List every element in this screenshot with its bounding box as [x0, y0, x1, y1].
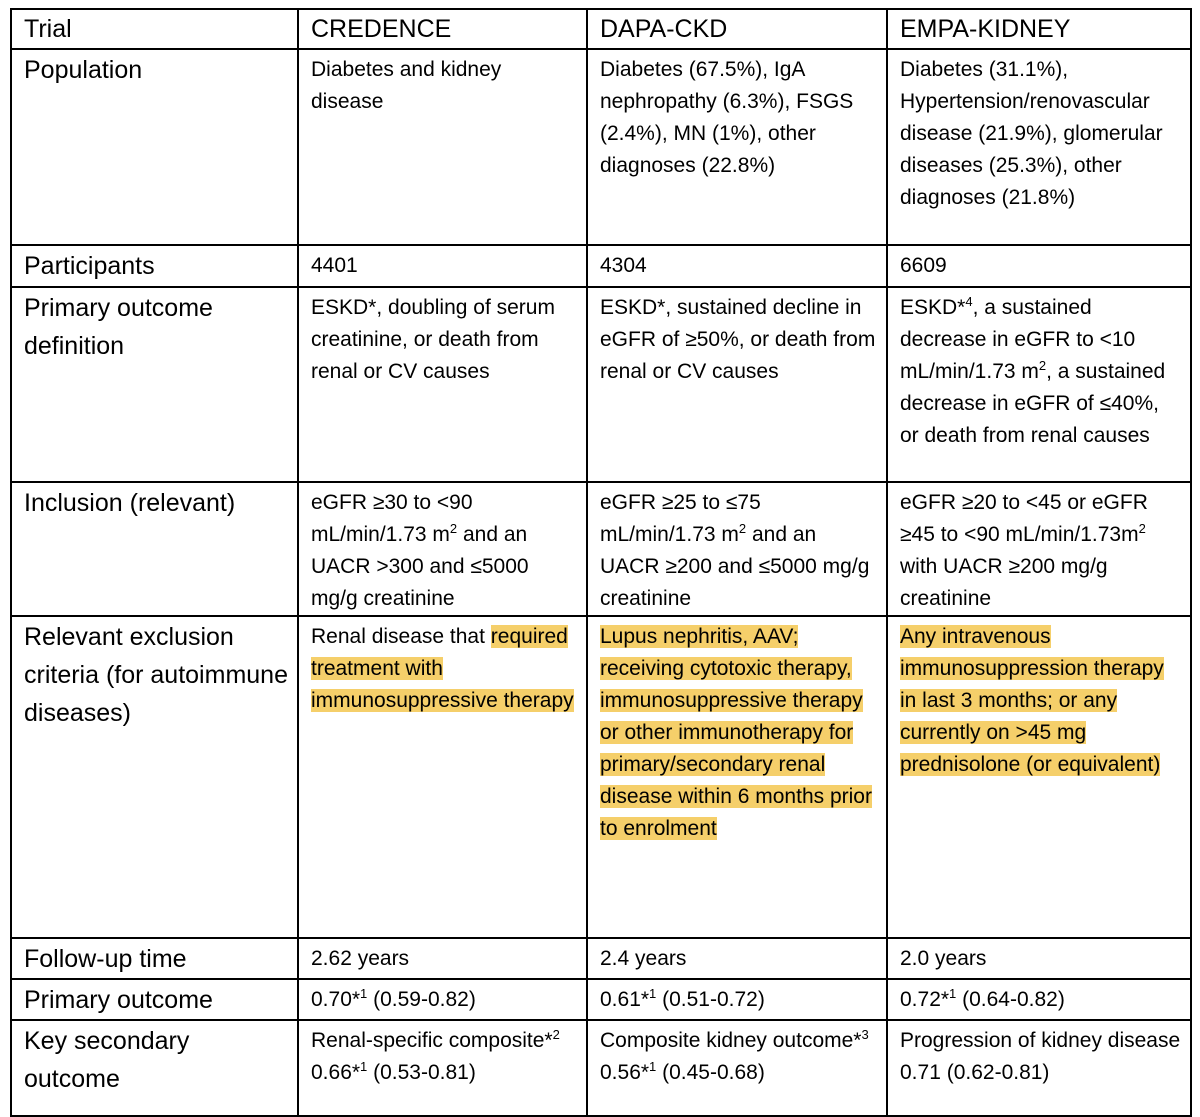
row-label-secondary: Key secondary outcome — [11, 1020, 298, 1116]
text-fragment: with UACR ≥200 mg/g creatinine — [900, 555, 1108, 610]
superscript: 1 — [949, 986, 957, 1001]
text-fragment: 0.66* — [311, 1061, 361, 1084]
row-label-followup: Follow-up time — [11, 938, 298, 979]
text-fragment: eGFR ≥25 to ≤75 mL/min/1.73 m — [600, 491, 761, 546]
cell-dapa-secondary — [587, 1020, 887, 1116]
text-fragment: (0.64-0.82) — [956, 988, 1065, 1011]
text-fragment: eGFR ≥20 to <45 or eGFR ≥45 to <90 mL/min/1.73m — [900, 491, 1148, 546]
text-fragment: 0.61* — [600, 988, 650, 1011]
text-fragment: 0.56* — [600, 1061, 650, 1084]
text-fragment: 0.72* — [900, 988, 950, 1011]
table-row-population — [11, 49, 1191, 245]
cell-empa-exclusion — [887, 616, 1191, 938]
text-fragment: (0.51-0.72) — [656, 988, 765, 1011]
table-row-primary-definition — [11, 287, 1191, 482]
cell-credence-followup: 2.62 years — [298, 938, 587, 979]
text-fragment: Composite kidney outcome* — [600, 1029, 862, 1052]
table-row-exclusion — [11, 616, 1191, 938]
cell-dapa-followup: 2.4 years — [587, 938, 887, 979]
superscript: 4 — [965, 294, 973, 309]
cell-credence-secondary — [298, 1020, 587, 1116]
text-fragment: eGFR ≥30 to <90 mL/min/1.73 m — [311, 491, 473, 546]
cell-empa-followup: 2.0 years — [887, 938, 1191, 979]
superscript: 2 — [738, 521, 747, 536]
text-fragment: ESKD* — [900, 296, 966, 319]
table-row-followup — [11, 938, 1191, 979]
text-fragment: (0.45-0.68) — [656, 1061, 765, 1084]
header-trial-label: Trial — [11, 9, 298, 49]
text-fragment: (0.59-0.82) — [367, 988, 476, 1011]
table-row-participants — [11, 245, 1191, 287]
row-label-primary-outcome: Primary outcome — [11, 979, 298, 1020]
cell-dapa-population: Diabetes (67.5%), IgA nephropathy (6.3%), FSGS (2.4%), MN (1%), other diagnoses (22.8%) — [587, 49, 887, 245]
superscript: 2 — [1038, 358, 1047, 373]
cell-credence-population: Diabetes and kidney disease — [298, 49, 587, 245]
table-row-inclusion — [11, 482, 1191, 616]
superscript: 2 — [552, 1027, 560, 1042]
row-label-primary-definition: Primary outcome definition — [11, 287, 298, 482]
cell-credence-exclusion — [298, 616, 587, 938]
cell-empa-participants: 6609 — [887, 245, 1191, 287]
table-header-row — [11, 9, 1191, 49]
highlighted-text: Any intravenous immunosuppression therapy in last 3 months; or any currently on >45 mg prednisolone (or equivalent) — [900, 625, 1164, 776]
cell-empa-primary-outcome — [887, 979, 1191, 1020]
row-label-participants: Participants — [11, 245, 298, 287]
cell-dapa-primary-definition: ESKD*, sustained decline in eGFR of ≥50%, or death from renal or CV causes — [587, 287, 887, 482]
table-row-primary-outcome — [11, 979, 1191, 1020]
superscript: 1 — [649, 1059, 657, 1074]
text-fragment: 0.70* — [311, 988, 361, 1011]
cell-empa-secondary: Progression of kidney disease 0.71 (0.62-0.81) — [887, 1020, 1191, 1116]
text-fragment: (0.53-0.81) — [367, 1061, 476, 1084]
cell-credence-inclusion — [298, 482, 587, 616]
cell-dapa-participants: 4304 — [587, 245, 887, 287]
header-credence: CREDENCE — [298, 9, 587, 49]
cell-empa-primary-definition — [887, 287, 1191, 482]
cell-empa-inclusion — [887, 482, 1191, 616]
text-fragment: and an UACR >300 and ≤5000 mg/g creatinine — [311, 523, 529, 610]
text-fragment: and an UACR ≥200 and ≤5000 mg/g creatinine — [600, 523, 870, 610]
superscript: 2 — [449, 521, 458, 536]
header-dapa-ckd: DAPA-CKD — [587, 9, 887, 49]
trial-comparison-table — [10, 8, 1192, 1117]
cell-empa-population: Diabetes (31.1%), Hypertension/renovascular disease (21.9%), glomerular diseases (25.3%), other diagnoses (21.8%) — [887, 49, 1191, 245]
cell-dapa-exclusion — [587, 616, 887, 938]
row-label-population: Population — [11, 49, 298, 245]
table-row-secondary — [11, 1020, 1191, 1116]
highlighted-text: required treatment with immunosuppressive therapy — [311, 625, 574, 712]
superscript: 3 — [861, 1027, 869, 1042]
cell-credence-participants: 4401 — [298, 245, 587, 287]
row-label-exclusion: Relevant exclusion criteria (for autoimmune diseases) — [11, 616, 298, 938]
text-fragment: , a sustained decrease in eGFR to <10 mL/min/1.73 m — [900, 296, 1136, 383]
highlighted-text: Lupus nephritis, AAV; receiving cytotoxic therapy, immunosuppressive therapy or other immunotherapy for primary/secondary renal disease within 6 months prior to enrolment — [600, 625, 872, 840]
cell-dapa-inclusion — [587, 482, 887, 616]
text-fragment: , a sustained decrease in eGFR of ≤40%, or death from renal causes — [900, 360, 1166, 447]
cell-credence-primary-outcome — [298, 979, 587, 1020]
superscript: 1 — [360, 1059, 368, 1074]
cell-credence-primary-definition: ESKD*, doubling of serum creatinine, or death from renal or CV causes — [298, 287, 587, 482]
row-label-inclusion: Inclusion (relevant) — [11, 482, 298, 616]
superscript: 2 — [1138, 521, 1146, 536]
superscript: 1 — [649, 986, 657, 1001]
header-empa-kidney: EMPA-KIDNEY — [887, 9, 1191, 49]
text-fragment: Renal disease that — [311, 625, 491, 648]
text-fragment: Renal-specific composite* — [311, 1029, 553, 1052]
superscript: 1 — [360, 986, 368, 1001]
cell-dapa-primary-outcome — [587, 979, 887, 1020]
